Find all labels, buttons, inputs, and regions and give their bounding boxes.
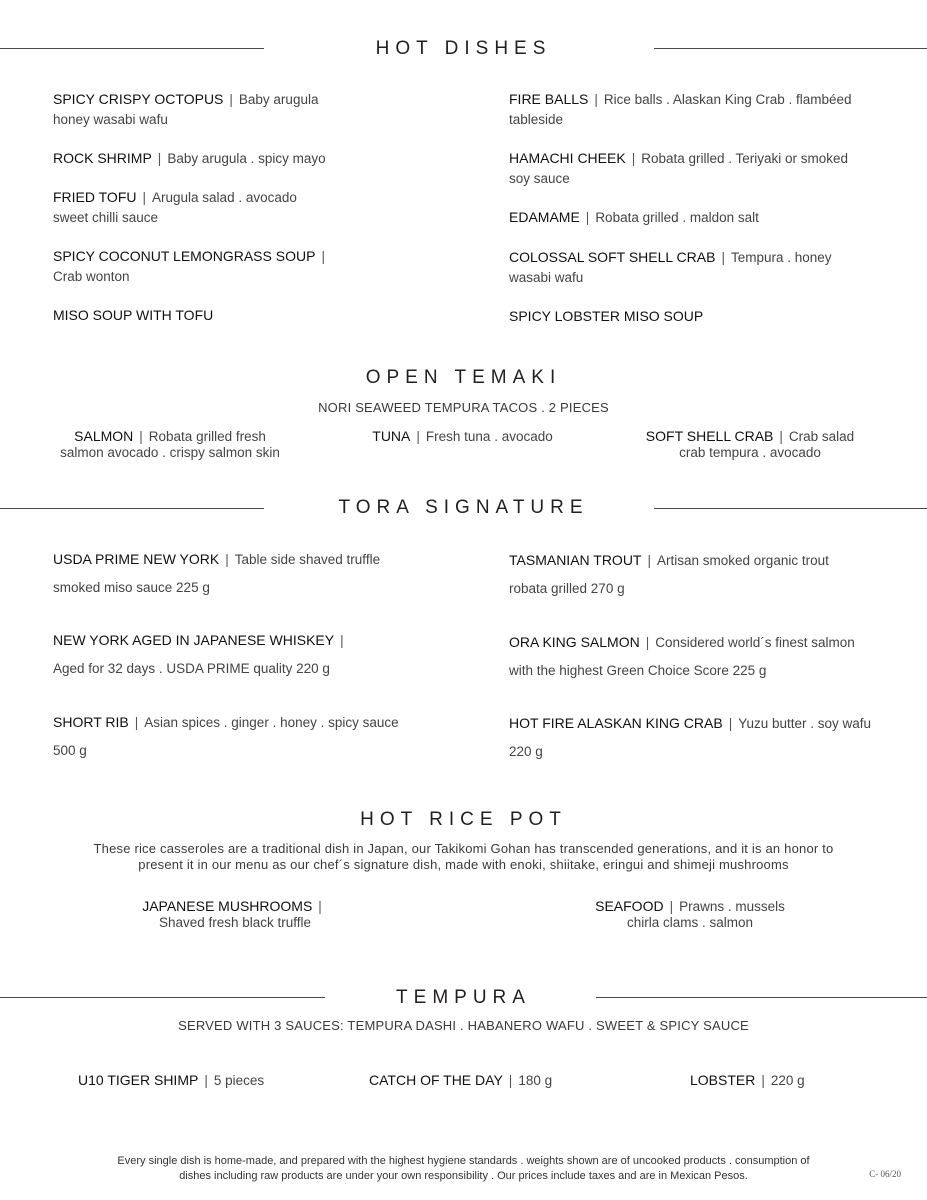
menu-item: HAMACHI CHEEK | Robata grilled . Teriyaki or smoked soy sauce	[509, 150, 849, 186]
section-title-hot-rice-pot: HOT RICE POT	[360, 809, 567, 830]
section-intro-line1: These rice casseroles are a traditional dish in Japan, our Takikomi Gohan has transcended generations, and it is an honor to	[93, 841, 834, 856]
menu-item: SPICY COCONUT LEMONGRASS SOUP | Crab wonton	[53, 248, 325, 284]
section-intro-line2: present it in our menu as our chef´s signature dish, made with enoki, shiitake, eringui and shimeji mushrooms	[138, 857, 789, 872]
menu-item: CATCH OF THE DAY | 180 g	[369, 1072, 553, 1088]
menu-item: JAPANESE MUSHROOMS | Shaved fresh black truffle	[142, 898, 322, 930]
menu-item: COLOSSAL SOFT SHELL CRAB | Tempura . honey wasabi wafu	[509, 249, 832, 285]
menu-item: TUNA | Fresh tuna . avocado	[372, 428, 553, 444]
menu-item: HOT FIRE ALASKAN KING CRAB | Yuzu butter . soy wafu 220 g	[509, 715, 872, 759]
menu-item: NEW YORK AGED IN JAPANESE WHISKEY | Aged for 32 days . USDA PRIME quality 220 g	[53, 632, 344, 676]
section-title-hot-dishes: HOT DISHES	[375, 38, 552, 59]
section-title-tempura: TEMPURA	[396, 987, 531, 1008]
menu-item: SALMON | Robata grilled fresh salmon avocado . crispy salmon skin	[60, 428, 280, 460]
menu-item: TASMANIAN TROUT | Artisan smoked organic trout robata grilled 270 g	[509, 552, 829, 596]
menu-item: FRIED TOFU | Arugula salad . avocado sweet chilli sauce	[53, 189, 297, 225]
menu-item: USDA PRIME NEW YORK | Table side shaved truffle smoked miso sauce 225 g	[53, 551, 381, 595]
menu-item: SHORT RIB | Asian spices . ginger . honey . spicy sauce 500 g	[53, 714, 399, 758]
section-title-tora-signature: TORA SIGNATURE	[338, 497, 589, 518]
section-subtitle: NORI SEAWEED TEMPURA TACOS . 2 PIECES	[318, 400, 609, 415]
menu-item: MISO SOUP WITH TOFU	[53, 307, 214, 323]
menu-item: FIRE BALLS | Rice balls . Alaskan King Crab . flambéed tableside	[509, 91, 852, 127]
footer-disclaimer: Every single dish is home-made, and prepared with the highest hygiene standards . weights shown are of uncooked products . consumption of dishes including raw products are under your own responsibility . Our prices include taxes and are in Mexican Pesos.	[117, 1155, 810, 1182]
menu-item: LOBSTER | 220 g	[690, 1072, 805, 1088]
section-title-open-temaki: OPEN TEMAKI	[365, 367, 562, 388]
menu-item: SPICY LOBSTER MISO SOUP	[509, 308, 704, 324]
menu-item: EDAMAME | Robata grilled . maldon salt	[509, 209, 759, 225]
menu-item: SPICY CRISPY OCTOPUS | Baby arugula honey wasabi wafu	[53, 91, 319, 127]
menu-item: SOFT SHELL CRAB | Crab salad crab tempura . avocado	[645, 428, 855, 460]
menu-item: ORA KING SALMON | Considered world´s finest salmon with the highest Green Choice Score 225 g	[509, 634, 855, 678]
menu-item: ROCK SHRIMP | Baby arugula . spicy mayo	[53, 150, 326, 166]
section-subtitle: SERVED WITH 3 SAUCES: TEMPURA DASHI . HABANERO WAFU . SWEET & SPICY SAUCE	[178, 1018, 749, 1033]
menu-item: SEAFOOD | Prawns . mussels chirla clams . salmon	[595, 898, 785, 930]
menu-code: C- 06/20	[869, 1169, 901, 1179]
menu-item: U10 TIGER SHIMP | 5 pieces	[78, 1072, 265, 1088]
